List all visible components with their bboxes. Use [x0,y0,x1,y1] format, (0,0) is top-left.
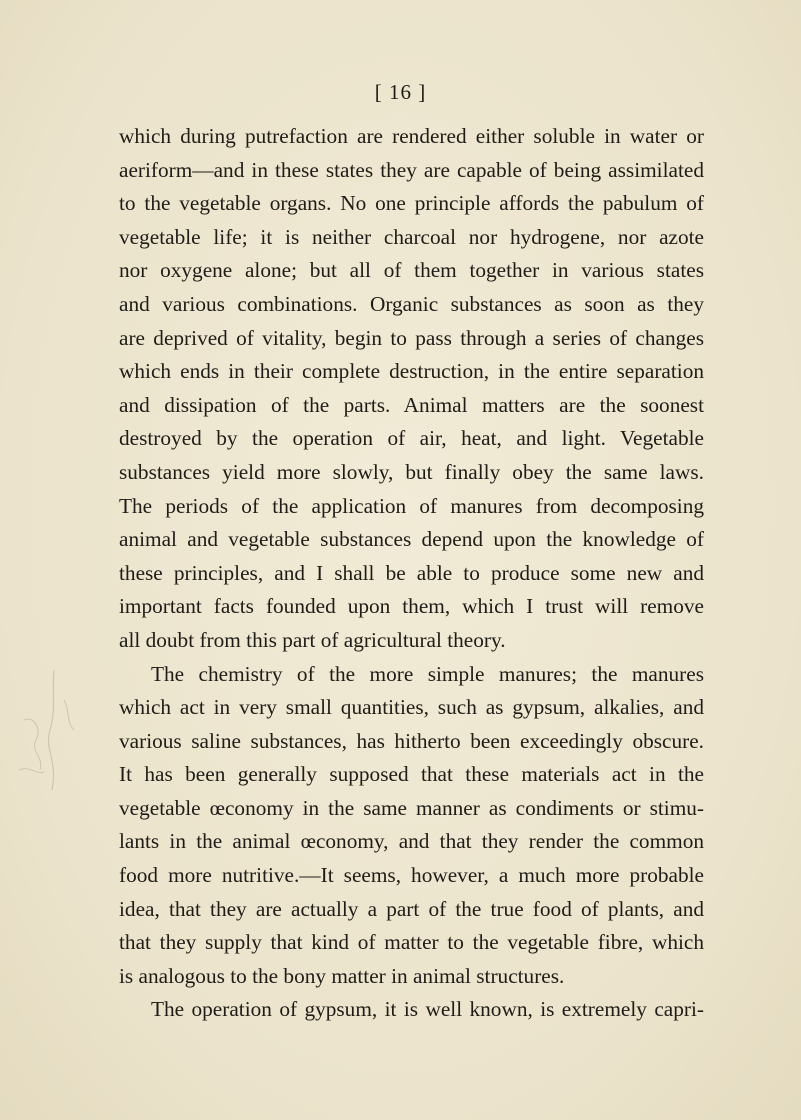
text-line: which act in very small quantities, such as gypsum, alkalies, and [119,695,704,720]
text-line: nor oxygene alone; but all of them together in various states [119,258,704,283]
text-line: are deprived of vitality, begin to pass through a series of changes [119,325,704,350]
text-line: aeriform—and in these states they are capable of being assimilated [119,157,704,182]
page-number: [ 16 ] [374,80,427,104]
text-line: all doubt from this part of agricultural theory. [119,627,506,652]
text-line: is analogous to the bony matter in animal structures. [119,963,565,988]
text-line: idea, that they are actually a part of the true food of plants, and [119,896,704,921]
text-line: The chemistry of the more simple manures; the manures [151,661,704,686]
text-line: that they supply that kind of matter to the vegetable fibre, which [119,930,704,955]
text-line: these principles, and I shall be able to produce some new and [119,560,704,585]
text-line: lants in the animal œconomy, and that they render the common [119,829,704,854]
text-line: various saline substances, has hitherto been exceedingly obscure. [119,728,704,753]
body-text [119,120,704,1027]
text-line: important facts founded upon them, which I trust will remove [119,594,704,619]
text-line: to the vegetable organs. No one principle affords the pabulum of [119,191,704,216]
text-line: vegetable œconomy in the same manner as condiments or stimu- [119,795,704,820]
text-line: and dissipation of the parts. Animal matters are the soonest [119,392,704,417]
text-line: It has been generally supposed that these materials act in the [119,762,704,787]
text-line: which during putrefaction are rendered either soluble in water or [119,124,704,148]
text-line: animal and vegetable substances depend upon the knowledge of [119,527,704,552]
text-line: destroyed by the operation of air, heat, and light. Vegetable [119,426,704,451]
text-line: which ends in their complete destruction, in the entire separation [119,359,704,384]
text-line: substances yield more slowly, but finally obey the same laws. [119,459,704,484]
text-line: The operation of gypsum, it is well known, is extremely capri- [151,997,704,1022]
text-line: food more nutritive.—It seems, however, a much more probable [119,863,704,888]
text-line: and various combinations. Organic substances as soon as they [119,291,704,316]
ink-show-through-mark [14,660,84,820]
text-line: vegetable life; it is neither charcoal nor hydrogene, nor azote [119,224,704,249]
text-line: The periods of the application of manures from decomposing [119,493,704,518]
